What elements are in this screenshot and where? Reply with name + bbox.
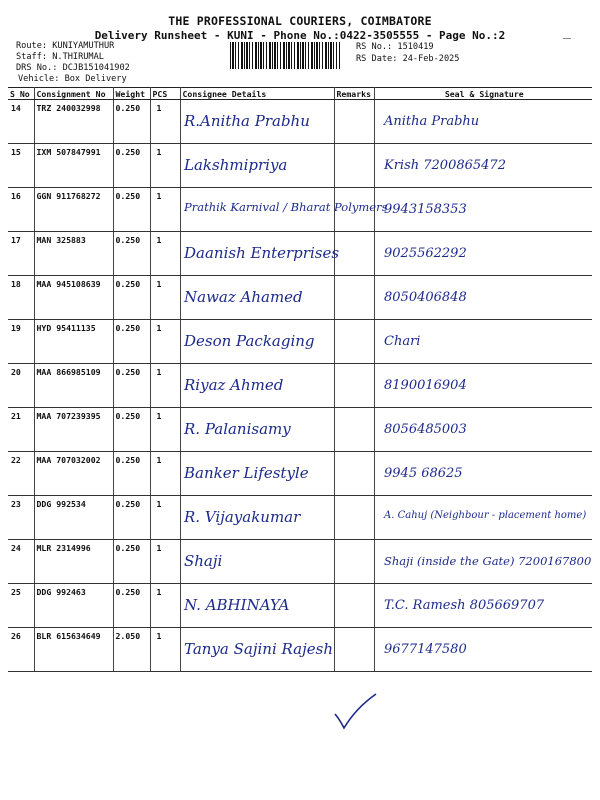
staff-label: Staff: N.THIRUMAL xyxy=(16,52,104,62)
remarks-cell xyxy=(334,100,374,144)
serial-number: 14 xyxy=(8,100,34,144)
handwritten-consignee: Lakshmipriya xyxy=(184,155,288,174)
consignment-number: BLR 615634649 xyxy=(34,628,113,672)
pieces-count: 1 xyxy=(150,540,180,584)
serial-number: 17 xyxy=(8,232,34,276)
remarks-cell xyxy=(334,364,374,408)
pieces-count: 1 xyxy=(150,364,180,408)
consignment-number: MAA 707239395 xyxy=(34,408,113,452)
pieces-count: 1 xyxy=(150,452,180,496)
consignment-number: HYD 95411135 xyxy=(34,320,113,364)
handwritten-consignee: Prathik Karnival / Bharat Polymers xyxy=(184,199,388,214)
route-label: Route: KUNIYAMUTHUR xyxy=(16,41,115,51)
table-row xyxy=(8,408,592,452)
company-title: THE PROFESSIONAL COURIERS, COIMBATORE xyxy=(168,14,432,28)
weight-value: 0.250 xyxy=(113,144,150,188)
remarks-cell xyxy=(334,232,374,276)
pieces-count: 1 xyxy=(150,408,180,452)
handwritten-consignee: R.Anitha Prabhu xyxy=(184,111,310,130)
handwritten-signature: 8050406848 xyxy=(384,289,467,305)
weight-value: 0.250 xyxy=(113,584,150,628)
handwritten-signature: 9025562292 xyxy=(384,245,467,261)
handwritten-signature: 9677147580 xyxy=(384,641,467,657)
consignment-number: MAA 945108639 xyxy=(34,276,113,320)
handwritten-consignee: Daanish Enterprises xyxy=(184,243,340,262)
column-header: Remarks xyxy=(334,88,374,100)
serial-number: 24 xyxy=(8,540,34,584)
table-row xyxy=(8,364,592,408)
serial-number: 15 xyxy=(8,144,34,188)
consignment-number: IXM 507847991 xyxy=(34,144,113,188)
weight-value: 0.250 xyxy=(113,496,150,540)
serial-number: 19 xyxy=(8,320,34,364)
consignment-number: TRZ 240032998 xyxy=(34,100,113,144)
handwritten-consignee: R. Vijayakumar xyxy=(184,507,301,526)
remarks-cell xyxy=(334,540,374,584)
remarks-cell xyxy=(334,276,374,320)
remarks-cell xyxy=(334,584,374,628)
handwritten-signature: 8190016904 xyxy=(384,377,467,393)
handwritten-signature: 9945 68625 xyxy=(384,465,463,481)
column-header: S No xyxy=(8,88,34,100)
consignment-number: MAN 325883 xyxy=(34,232,113,276)
drs-number: DRS No.: DCJB151041902 xyxy=(16,63,130,73)
weight-value: 0.250 xyxy=(113,188,150,232)
column-header: PCS xyxy=(150,88,180,100)
handwritten-consignee: Shaji xyxy=(184,551,223,570)
handwritten-consignee: R. Palanisamy xyxy=(184,419,291,438)
pieces-count: 1 xyxy=(150,188,180,232)
handwritten-signature: A. Cahuj (Neighbour - placement home) xyxy=(384,509,587,521)
rs-date: RS Date: 24-Feb-2025 xyxy=(356,54,460,64)
handwritten-signature: Anitha Prabhu xyxy=(384,113,480,129)
handwritten-signature: Krish 7200865472 xyxy=(384,157,506,173)
edge-mark xyxy=(563,38,571,39)
handwritten-consignee: Tanya Sajini Rajesh xyxy=(184,639,333,658)
column-header: Consignment No xyxy=(34,88,113,100)
serial-number: 18 xyxy=(8,276,34,320)
pieces-count: 1 xyxy=(150,100,180,144)
remarks-cell xyxy=(334,452,374,496)
weight-value: 0.250 xyxy=(113,232,150,276)
pieces-count: 1 xyxy=(150,584,180,628)
weight-value: 0.250 xyxy=(113,320,150,364)
runsheet-title: Delivery Runsheet - KUNI - Phone No.:0422-3505555 - Page No.:2 xyxy=(94,29,506,42)
table-header-row xyxy=(8,88,592,100)
handwritten-consignee: Riyaz Ahmed xyxy=(184,375,284,394)
pieces-count: 1 xyxy=(150,320,180,364)
column-header: Weight xyxy=(113,88,150,100)
handwritten-signature: Chari xyxy=(384,333,421,349)
handwritten-signature: T.C. Ramesh 805669707 xyxy=(384,597,545,613)
consignment-number: MAA 707032002 xyxy=(34,452,113,496)
handwritten-consignee: Deson Packaging xyxy=(184,331,315,350)
handwritten-consignee: Nawaz Ahamed xyxy=(184,287,303,306)
remarks-cell xyxy=(334,320,374,364)
handwritten-signature: Shaji (inside the Gate) 7200167800 xyxy=(384,553,592,568)
handwritten-signature: 8056485003 xyxy=(384,421,467,437)
weight-value: 0.250 xyxy=(113,276,150,320)
consignment-number: MLR 2314996 xyxy=(34,540,113,584)
consignment-number: DDG 992463 xyxy=(34,584,113,628)
consignment-number: GGN 911768272 xyxy=(34,188,113,232)
handwritten-signature: 9943158353 xyxy=(384,201,467,217)
runsheet-table xyxy=(8,87,592,672)
handwritten-consignee: Banker Lifestyle xyxy=(184,463,309,482)
remarks-cell xyxy=(334,144,374,188)
weight-value: 0.250 xyxy=(113,364,150,408)
rs-number: RS No.: 1510419 xyxy=(356,42,434,52)
remarks-cell xyxy=(334,408,374,452)
remarks-cell xyxy=(334,628,374,672)
serial-number: 25 xyxy=(8,584,34,628)
serial-number: 22 xyxy=(8,452,34,496)
pieces-count: 1 xyxy=(150,144,180,188)
weight-value: 0.250 xyxy=(113,408,150,452)
checkmark-icon xyxy=(330,690,380,735)
barcode xyxy=(230,42,340,69)
column-header: Seal & Signature xyxy=(374,88,592,100)
serial-number: 26 xyxy=(8,628,34,672)
consignment-number: DDG 992534 xyxy=(34,496,113,540)
weight-value: 0.250 xyxy=(113,452,150,496)
serial-number: 21 xyxy=(8,408,34,452)
pieces-count: 1 xyxy=(150,628,180,672)
handwritten-consignee: N. ABHINAYA xyxy=(184,595,290,614)
pieces-count: 1 xyxy=(150,496,180,540)
consignment-number: MAA 866985109 xyxy=(34,364,113,408)
weight-value: 0.250 xyxy=(113,540,150,584)
serial-number: 23 xyxy=(8,496,34,540)
column-header: Consignee Details xyxy=(180,88,334,100)
weight-value: 0.250 xyxy=(113,100,150,144)
serial-number: 20 xyxy=(8,364,34,408)
vehicle-label: Vehicle: Box Delivery xyxy=(18,74,127,84)
pieces-count: 1 xyxy=(150,232,180,276)
serial-number: 16 xyxy=(8,188,34,232)
weight-value: 2.050 xyxy=(113,628,150,672)
pieces-count: 1 xyxy=(150,276,180,320)
remarks-cell xyxy=(334,496,374,540)
